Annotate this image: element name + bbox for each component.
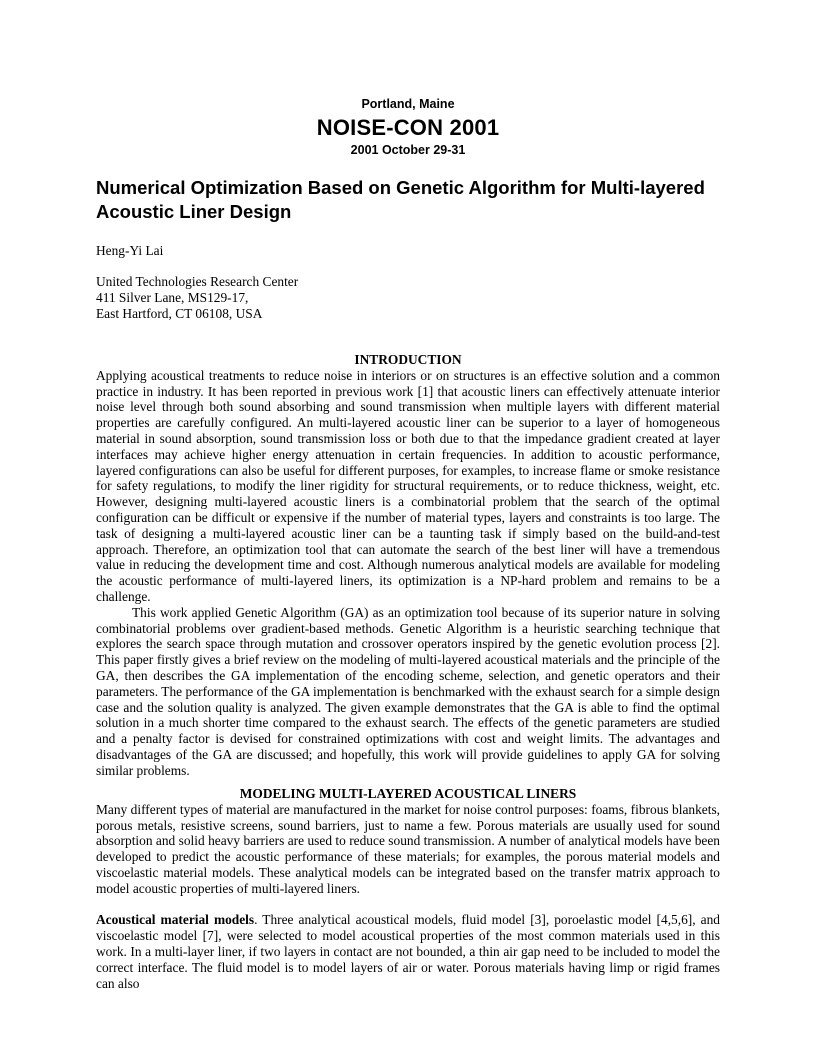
paragraph-text: . Three analytical acoustical models, fluid model [3], poroelastic model [4,5,6], and viscoelastic model [7], were selected to model acoustical properties of the most common materials used in this work. In a multi-layer liner, if two layers in contact are not bounded, a thin air gap need to be included to model the correct interface. The fluid model is to model layers of air or water. Porous materials having limp or rigid frames can also: [96, 912, 720, 991]
conference-date: 2001 October 29-31: [350, 143, 466, 157]
conference-name: NOISE-CON 2001: [316, 115, 500, 140]
affiliation-line: 411 Silver Lane, MS129-17,: [96, 289, 249, 305]
conference-location: Portland, Maine: [361, 97, 455, 111]
affiliation: [96, 274, 298, 321]
paragraph-lead: Acoustical material models: [96, 912, 255, 928]
section-heading: MODELING MULTI-LAYERED ACOUSTICAL LINERS: [239, 786, 577, 801]
paragraph-gap: [96, 897, 720, 913]
body-paragraph: Many different types of material are manufactured in the market for noise control purposes: foams, fibrous blankets, porous metals, resistive screens, sound barriers, just to name a few. Porous materials are usually used for sound absorption and solid heavy barriers are used to reduce sound transmission. A number of analytical models have been developed to predict the acoustic performance of these materials; for examples, the porous material models and viscoelastic material models. These analytical models can be integrated based on the transfer matrix approach to model acoustic properties of multi-layered liners.: [96, 801, 720, 896]
body-paragraph: This work applied Genetic Algorithm (GA) as an optimization tool because of its superior nature in solving combinatorial problems over gradient-based methods. Genetic Algorithm is a heuristic searching technique that explores the search space through mutation and crossover operators inspired by the genetic evolution process [2]. This paper firstly gives a brief review on the modeling of multi-layered acoustical materials and the principle of the GA, then describes the GA implementation of the encoding scheme, selection, and genetic operators and their parameters. The performance of the GA implementation is benchmarked with the exhaust search for a simple design case and the solution quality is analyzed. The given example demonstrates that the GA is able to find the optimal solution in a much shorter time compared to the exhaust search. The effects of the genetic parameters are studied and a penalty factor is devised for constrained optimizations with cost and weight limits. The advantages and disadvantages of the GA are discussed; and hopefully, this work will provide guidelines to apply GA for solving similar problems.: [96, 604, 720, 778]
body-paragraph: Applying acoustical treatments to reduce noise in interiors or on structures is an effective solution and a common practice in industry. It has been reported in previous work [1] that acoustic liners can effectively attenuate interior noise level through both sound absorbing and sound transmission when multiple layers with different material properties are carefully configured. An multi-layered acoustic liner can be superior to a layer of homogeneous material in sound absorption, sound transmission loss or both due to that the impedance gradient created at layer interfaces may achieve higher energy attenuation in certain frequencies. In addition to acoustic performance, layered configurations can also be useful for different purposes, for examples, to increase flame or smoke resistance for safety regulations, to modify the liner rigidity for structural requirements, or to reduce thickness, weight, etc. However, designing multi-layered acoustic liners is a combinatorial problem that the search of the optimal configuration can be difficult or expensive if the number of material types, layers and constraints is too large. The task of designing a multi-layered acoustic liner can be a taunting task if simply based on the build-and-test approach. Therefore, an optimization tool that can automate the search of the best liner will have a tremendous value in reducing the development time and cost. Although numerous analytical models are available for modeling the acoustic performance of multi-layered liners, its optimization is a NP-hard problem and remains to be a challenge.: [96, 367, 720, 604]
section-introduction: [96, 352, 720, 779]
body-paragraph: [96, 912, 720, 991]
section-modeling: [96, 786, 720, 991]
affiliation-line: East Hartford, CT 06108, USA: [96, 305, 263, 321]
paper-title: Numerical Optimization Based on Genetic Algorithm for Multi-layered Acoustic Liner Design: [96, 177, 705, 222]
section-heading: INTRODUCTION: [354, 352, 462, 367]
author-name: Heng-Yi Lai: [96, 243, 164, 258]
affiliation-line: United Technologies Research Center: [96, 274, 299, 289]
